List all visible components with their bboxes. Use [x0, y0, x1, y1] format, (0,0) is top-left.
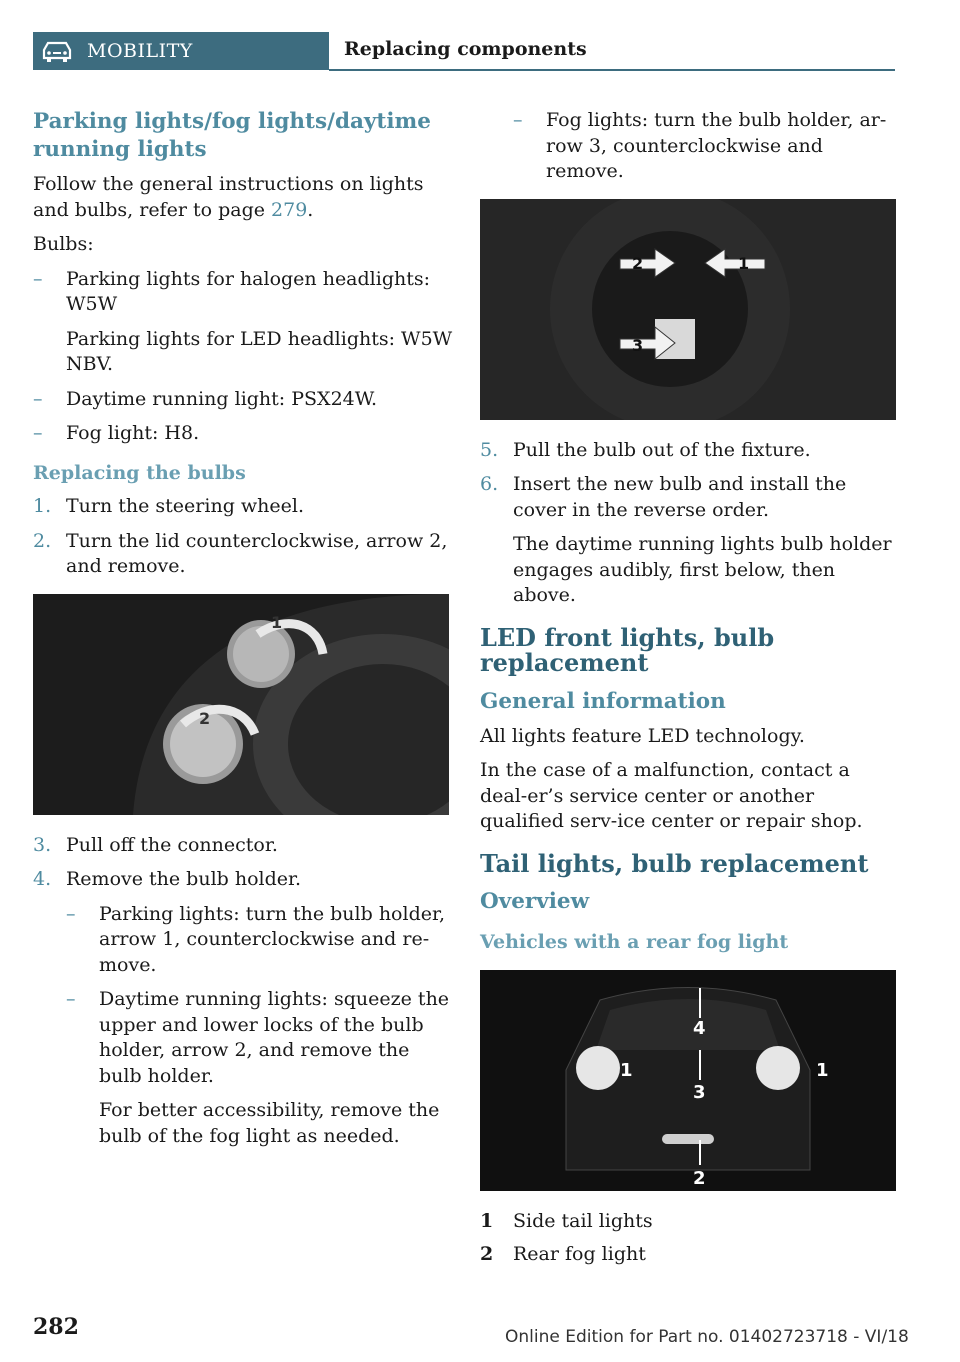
section-label: MOBILITY — [87, 40, 193, 62]
sub-list-item: – Parking lights: turn the bulb holder, arrow 1, counterclockwise and re-move. — [66, 902, 446, 976]
list-item: – Parking lights for halogen headlights: W5W Parking lights for LED headlights: W5W NBV. — [33, 267, 453, 375]
section-tab — [33, 32, 329, 70]
figure-label: 3 — [632, 335, 644, 355]
tail-heading: Tail lights, bulb replacement — [480, 848, 869, 878]
step-item: 3. Pull off the connector. — [33, 833, 278, 856]
overview-heading: Overview — [480, 889, 590, 914]
right-column — [480, 108, 896, 1276]
figure-label: 2 — [632, 253, 644, 273]
header-rule — [329, 69, 895, 71]
legend-item: 2 Rear fog light — [480, 1243, 646, 1265]
wheel-arch-figure — [33, 594, 449, 815]
figure-label: 1 — [620, 1059, 633, 1081]
section-heading: Parking lights/fog lights/daytime running lights — [33, 109, 431, 162]
step-item: 1. Turn the steering wheel. — [33, 495, 305, 517]
step-item: 4. Remove the bulb holder. — [33, 868, 302, 890]
vehicles-heading: Vehicles with a rear fog light — [480, 931, 789, 953]
figure-label: 1 — [738, 253, 750, 273]
page-number: 282 — [33, 1314, 79, 1340]
figure-label: 4 — [693, 1017, 706, 1039]
figure-label: 2 — [693, 1167, 706, 1189]
rear-car-figure — [480, 970, 896, 1191]
edition-footer: Online Edition for Part no. 01402723718 - VI/18 — [505, 1327, 909, 1347]
page-link[interactable]: 279 — [271, 198, 308, 221]
general-text-2: In the case of a malfunction, contact a deal-er’s service center or another qualified serv-ice center or repair shop. — [480, 759, 863, 832]
left-column — [33, 108, 453, 1158]
step-item: 2. Turn the lid counterclockwise, arrow 2, and remove. — [33, 529, 448, 577]
sub-list-item: – Daytime running lights: squeeze the upper and lower locks of the bulb holder, arrow 2, and remove the bulb holder. For better accessibility, remove the bulb of the fog light as needed. — [66, 988, 450, 1147]
sub-list-item: – Fog lights: turn the bulb holder, ar-row 3, counterclockwise and remove. — [513, 109, 887, 182]
general-heading: General information — [480, 688, 726, 714]
intro-text: Follow the general instructions on lights and bulbs, refer to page 279. — [33, 173, 424, 221]
list-item: – Daytime running light: PSX24W. — [33, 387, 377, 410]
figure-label: 2 — [199, 708, 211, 728]
figure-label: 1 — [816, 1059, 829, 1081]
legend-item: 1 Side tail lights — [480, 1209, 653, 1232]
step-item: 5. Pull the bulb out of the fixture. — [480, 438, 811, 461]
page-title: Replacing components — [344, 38, 587, 60]
subheading: Replacing the bulbs — [33, 461, 246, 484]
figure-label: 3 — [693, 1081, 706, 1103]
car-icon — [39, 38, 75, 64]
general-text-1: All lights feature LED technology. — [480, 724, 805, 747]
bulb-holder-figure — [480, 199, 896, 420]
bulbs-label: Bulbs: — [33, 233, 94, 255]
figure-label: 1 — [271, 612, 283, 632]
led-heading: LED front lights, bulb replacement — [480, 622, 775, 677]
step-item: 6. Insert the new bulb and install the cover in the reverse order. The daytime running lights bulb holder engages audibly, first below, then above. — [480, 473, 892, 606]
list-item: – Fog light: H8. — [33, 422, 200, 444]
